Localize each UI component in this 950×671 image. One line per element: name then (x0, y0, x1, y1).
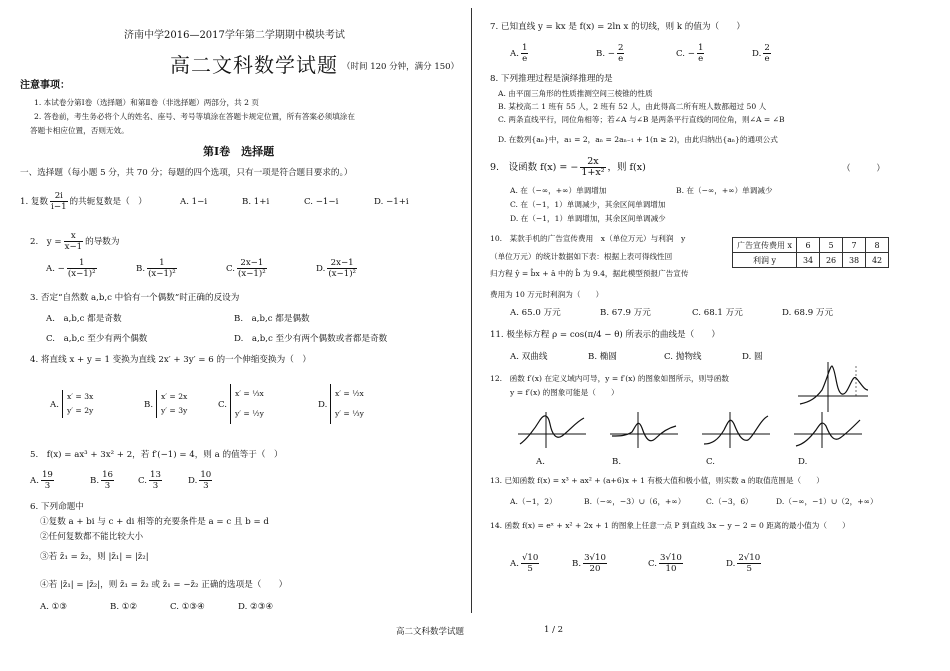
q11-option-a: A. 双曲线 (510, 352, 548, 362)
q6-option-a: A. ①③ (40, 602, 68, 612)
q13-option-b: B.（−∞，−3）∪（6，+∞） (584, 497, 686, 506)
question-5: 5. f(x) = ax³ + 3x² + 2，若 f′(−1) = 4，则 a 的值等于（ ） (30, 450, 283, 460)
question-3: 3. 否定“自然数 a,b,c 中恰有一个偶数”时正确的反设为 (30, 293, 240, 303)
q6-item-2: ②任何复数都不能比较大小 (40, 532, 144, 542)
q6-item-4: ④若 |z̄₁| = |z̄₂|，则 z̄₁ = z̄₂ 或 z̄₁ = −z̄₂ 正确的选项是（ ） (40, 580, 288, 590)
q7-option-d: D. $\frac{2}{e}$ (752, 43, 770, 64)
q12-line-1: 12. 函数 f′(x) 在定义域内可导，y = f′(x) 的图象如图所示，则导函数 (490, 374, 729, 383)
question-13: 13. 已知函数 f(x) = x³ + ax² + (a+6)x + 1 有极大值和极小值，则实数 a 的取值范围是（ ） (490, 476, 824, 485)
q4-option-d: x′ = ½x y′ = ⅓y (330, 384, 364, 424)
q9-answer-paren: （ ） (842, 164, 885, 174)
q10-option-b: B. 67.9 万元 (600, 308, 651, 318)
q1-fraction: $\frac{2i}{i-1}$ (51, 191, 67, 212)
table-row (733, 253, 889, 268)
q12-graph-b (608, 410, 680, 450)
q12-option-c: C. (706, 457, 716, 467)
q1-stem: 1. 复数 (20, 197, 49, 207)
q10-option-d: D. 68.9 万元 (782, 308, 834, 318)
q12-graph-a (516, 410, 588, 450)
q2-option-d: D. $\frac{2x-1}{\text{(x−1)²}}$ (316, 258, 356, 279)
q4-option-c: x′ = ⅓x y′ = ½y (230, 384, 264, 424)
q10-option-c: C. 68.1 万元 (692, 308, 743, 318)
q8-option-c: C. 两条直线平行，同位角相等；若∠A 与∠B 是两条平行直线的同位角，则∠A = ∠B (498, 115, 785, 124)
q12-graph-c (700, 410, 772, 450)
q8-option-d: D. 在数列{aₙ}中，a₁ = 2，aₙ = 2aₙ₋₁ + 1(n ≥ 2)，由此归纳出{aₙ}的通项公式 (498, 135, 778, 144)
q10-line-1: 10. 某款手机的广告宣传费用 x（单位万元）与利润 y (490, 234, 686, 243)
q12-line-2: y = f′(x) 的图象可能是（ ） (510, 388, 619, 397)
question-6: 6. 下列命题中 (30, 502, 84, 512)
curve (800, 366, 868, 404)
q11-option-c: C. 抛物线 (664, 352, 702, 362)
q10-line-4: 费用为 10 万元时利润为（ ） (490, 290, 604, 299)
q6-item-1: ①复数 a + bi 与 c + di 相等的充要条件是 a = c 且 b = d (40, 517, 269, 527)
q12-main-graph (796, 360, 870, 414)
q13-option-d: D.（−∞，−1）∪（2，+∞） (776, 497, 878, 506)
column-divider (471, 8, 472, 613)
q4-option-a: x′ = 3x y′ = 2y (62, 390, 93, 418)
table-cell: 26 (820, 253, 843, 268)
time-note: （时间 120 分钟，满分 150） (342, 62, 460, 72)
q5-option-a: A. $\frac{19}{3}$ (30, 470, 53, 491)
q2-option-b: B. $\frac{1}{\text{(x−1)²}}$ (136, 258, 176, 279)
q3-option-a: A. a,b,c 都是奇数 (46, 314, 122, 324)
q4-option-b-label: B. (144, 400, 154, 410)
q4-option-b: x′ = 2x y′ = 3y (156, 390, 187, 418)
q1-option-a: A. 1−i (180, 197, 208, 207)
q3-option-b: B. a,b,c 都是偶数 (234, 314, 310, 324)
question-8: 8. 下列推理过程是演绎推理的是 (490, 74, 613, 84)
q1-option-d: D. −1+i (374, 197, 409, 207)
q14-option-c: C. $\frac{3√10}{10}$ (648, 553, 682, 574)
page-title: 高二文科数学试题 (170, 53, 338, 77)
notice-item-1: 1. 本试卷分第Ⅰ卷（选择题）和第Ⅱ卷（非选择题）两部分，共 2 页 (34, 98, 259, 107)
q9-option-d: D. 在（−1，1）单调增加，其余区间单调减少 (510, 214, 666, 223)
q6-option-b: B. ①② (110, 602, 138, 612)
section-title: 第Ⅰ卷 选择题 (203, 145, 275, 158)
q7-option-b: B. − $\frac{2}{e}$ (596, 43, 624, 64)
q11-option-b: B. 椭圆 (588, 352, 617, 362)
q8-option-a: A. 由平面三角形的性质推测空间三棱锥的性质 (498, 89, 653, 98)
q9-option-b: B. 在（−∞，+∞）单调减少 (676, 186, 773, 195)
table-cell: 7 (843, 238, 866, 253)
q9-option-a: A. 在（−∞，+∞）单调增加 (510, 186, 607, 195)
q1-option-c: C. −1−i (304, 197, 339, 207)
q10-line-2: （单位万元）的统计数据如下表：根据上表可得线性回 (490, 252, 673, 261)
table-cell: 利润 y (733, 253, 797, 268)
footer-title: 高二文科数学试题 (396, 627, 465, 637)
q6-option-d: D. ②③④ (238, 602, 274, 612)
table-cell: 8 (866, 238, 889, 253)
table-row (733, 238, 889, 253)
table-cell: 广告宣传费用 x (733, 238, 797, 253)
question-1: 1. 复数 $\frac{2i}{i-1}$ 的共轭复数是（ ） (20, 191, 147, 212)
q13-option-a: A.（−1，2） (510, 497, 557, 506)
q4-option-a-label: A. (50, 400, 59, 410)
right-column (480, 0, 930, 640)
question-9: 9. 设函数 f(x) = − $\frac{2x}{\text{1+x²}}$ ，则 f(x) (490, 156, 646, 178)
left-column (20, 0, 465, 640)
section-intro: 一、选择题（每小题 5 分，共 70 分；每题的四个选项，只有一项是符合题目要求的。） (20, 168, 353, 178)
q13-option-c: C.（−3，6） (706, 497, 753, 506)
notice-item-3: 答题卡相应位置，否则无效。 (30, 126, 129, 135)
question-11: 11. 极坐标方程 ρ = cos(π/4 − θ) 所表示的曲线是（ ） (490, 330, 721, 340)
q6-item-3: ③若 z̄₁ = z̄₂，则 |z̄₁| = |z̄₂| (40, 552, 149, 562)
q3-option-c: C. a,b,c 至少有两个偶数 (46, 334, 148, 344)
q2-option-a: A. − $\frac{1}{\text{(x−1)²}}$ (46, 258, 96, 279)
q11-option-d: D. 圆 (742, 352, 763, 362)
q4-option-c-label: C. (218, 400, 228, 410)
q7-option-c: C. − $\frac{1}{e}$ (676, 43, 704, 64)
q5-option-b: B. $\frac{16}{3}$ (90, 470, 113, 491)
table-cell: 34 (797, 253, 820, 268)
q3-option-d: D. a,b,c 至少有两个偶数或者都是奇数 (234, 334, 388, 344)
q12-graph-d (792, 410, 864, 450)
notice-item-2: 2. 答卷前，考生务必将个人的姓名、座号、考号等填涂在答题卡规定位置，所有答案必须填涂在 (34, 112, 355, 121)
table-cell: 38 (843, 253, 866, 268)
school-line: 济南中学2016—2017学年第二学期期中模块考试 (124, 30, 345, 41)
q12-option-b: B. (612, 457, 622, 467)
question-14: 14. 函数 f(x) = eˣ + x² + 2x + 1 的图象上任意一点 P 到直线 3x − y − 2 = 0 距离的最小值为（ ） (490, 521, 850, 530)
q8-option-b: B. 某校高二 1 班有 55 人，2 班有 52 人，由此得高二所有班人数都超过 50 人 (498, 102, 767, 111)
q2-option-c: C. $\frac{2x-1}{\text{(x−1)²}}$ (226, 258, 266, 279)
q14-option-b: B. $\frac{3√10}{20}$ (572, 553, 606, 574)
q9-option-c: C. 在（−1，1）单调减少，其余区间单调增加 (510, 200, 666, 209)
q1-option-b: B. 1+i (242, 197, 270, 207)
q10-data-table (732, 237, 889, 268)
page-number: 1 / 2 (544, 625, 564, 635)
q10-line-3: 归方程 ŷ = b̂x + â 中的 b̂ 为 9.4，据此模型预报广告宣传 (490, 269, 689, 278)
question-7: 7. 已知直线 y = kx 是 f(x) = 2ln x 的切线，则 k 的值为（ ） (490, 22, 745, 32)
q5-option-d: D. $\frac{10}{3}$ (188, 470, 212, 491)
q6-option-c: C. ①③④ (170, 602, 205, 612)
table-cell: 6 (797, 238, 820, 253)
question-4: 4. 将直线 x + y = 1 变换为直线 2x′ + 3y′ = 6 的一个伸缩变换为（ ） (30, 355, 311, 365)
q12-option-d: D. (798, 457, 808, 467)
q12-option-a: A. (536, 457, 545, 467)
table-cell: 5 (820, 238, 843, 253)
table-cell: 42 (866, 253, 889, 268)
notice-heading: 注意事项： (20, 80, 70, 91)
question-2: 2. y = $\frac{x}{x-1}$ 的导数为 (30, 231, 120, 252)
q14-option-d: D. $\frac{2√10}{5}$ (726, 553, 761, 574)
q14-option-a: A. $\frac{√10}{5}$ (510, 553, 539, 574)
q7-option-a: A. $\frac{1}{e}$ (510, 43, 528, 64)
q4-option-d-label: D. (318, 400, 328, 410)
q5-option-c: C. $\frac{13}{3}$ (138, 470, 161, 491)
q10-option-a: A. 65.0 万元 (510, 308, 561, 318)
